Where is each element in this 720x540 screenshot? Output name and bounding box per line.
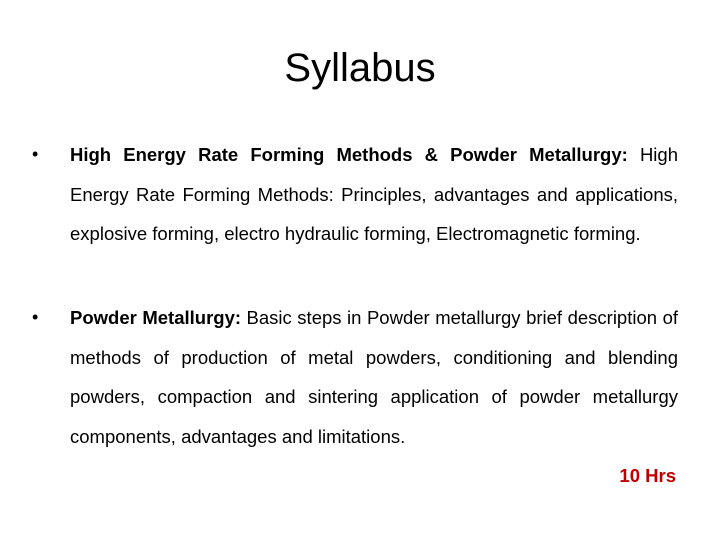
hours-label: 10 Hrs [619, 465, 676, 486]
bullet-item-high-energy-rate-forming [32, 135, 678, 254]
bullet-text: High Energy Rate Forming Methods: Principles, advantages and applications, explosive forming, electro hydraulic forming, Electromagnetic forming. [70, 144, 678, 244]
bullet-text: Basic steps in Powder metallurgy brief description of methods of production of metal powders, conditioning and blending powders, compaction and sintering application of powder metallurgy components, advantages and limitations. [70, 307, 678, 447]
slide-title: Syllabus [284, 46, 436, 90]
bullet-dot-icon: • [32, 144, 39, 164]
bullet-item-powder-metallurgy [32, 298, 678, 456]
bullet-heading: Powder Metallurgy: [70, 307, 247, 328]
bullet-heading: High Energy Rate Forming Methods & Powder Metallurgy: [70, 144, 640, 165]
bullet-body [70, 298, 678, 456]
bullet-body [70, 135, 678, 254]
bullet-dot-icon: • [32, 307, 39, 327]
